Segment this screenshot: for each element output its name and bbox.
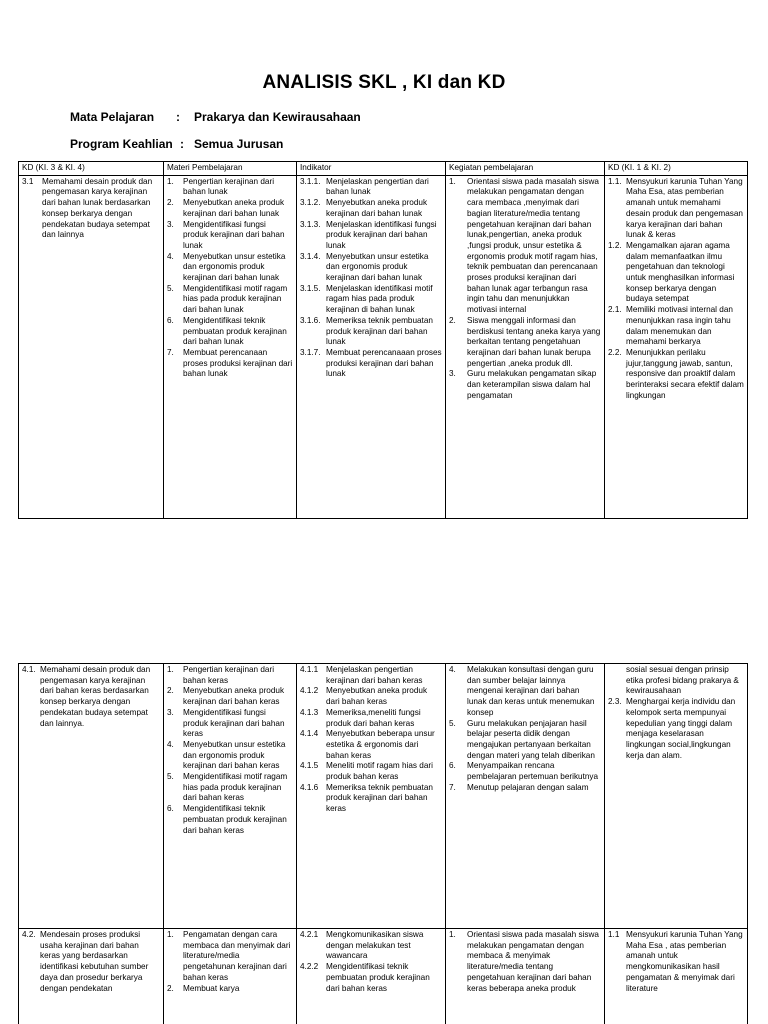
meta-subject-label: Mata Pelajaran <box>70 110 155 124</box>
indikator-item: 3.1.2. Menyebutkan aneka produk kerajinan dari bahan lunak <box>300 198 428 218</box>
indikator-item: 3.1.1. Menjelaskan pengertian dari bahan lunak <box>300 176 429 197</box>
materi-item: 6. Mengidentifikasi teknik pembuatan produk kerajinan dari bahan lunak <box>167 315 287 347</box>
meta-subject-value: Prakarya dan Kewirausahaan <box>194 110 361 124</box>
materi-item: 6. Mengidentifikasi teknik pembuatan produk kerajinan dari bahan keras <box>167 804 287 835</box>
indikator-item: 4.1.1 Menjelaskan pengertian kerajinan dari bahan keras <box>300 665 423 685</box>
indikator-item: 4.2.2 Mengidentifikasi teknik pembuatan produk kerajinan dari bahan keras <box>300 962 430 993</box>
indikator-cell <box>297 929 446 1024</box>
kegiatan-item: 1. Orientasi siswa pada masalah siswa melakukan pengamatan dengan membaca & menyimak literature/media tentang pengetahuan kerajinan dari bahan keras beberapa aneka produk <box>449 930 599 993</box>
materi-item: 4. Menyebutkan unsur estetika dan ergonomis produk kerajinan dari bahan keras <box>167 739 286 771</box>
indikator-item: 4.2.1 Mengkomunikasikan siswa dengan melakukan test wawancara <box>300 930 424 961</box>
kegiatan-item: 5. Guru melakukan penjajaran hasil belajar peserta didik dengan mengajukan pertanyaan berkaitan dengan materi yang telah diberikan <box>449 718 595 760</box>
indikator-item: 3.1.5. Menjelaskan identifikasi motif ragam hias pada produk kerajinan di bahan lunak <box>300 283 433 315</box>
indikator-item: 3.1.6. Memeriksa teknik pembuatan produk kerajinan dari bahan lunak <box>300 315 433 347</box>
indikator-item: 4.1.5 Meneliti motif ragam hias dari produk bahan keras <box>300 761 433 782</box>
materi-item: 1. Pengertian kerajinan dari bahan keras <box>167 665 275 685</box>
document-title: ANALISIS SKL , KI dan KD <box>262 72 506 93</box>
kd12-item: 1.2. Mengamalkan ajaran agama dalam memanfaatkan ilmu pengetahuan dan teknologi untuk menghasilkan informasi konsep berkarya dengan budaya setempat <box>608 240 735 304</box>
header-kegiatan: Kegiatan pembelajaran <box>446 162 605 176</box>
meta-program-label: Program Keahlian <box>70 137 173 151</box>
indikator-item: 4.1.2 Menyebutkan aneka produk dari bahan keras <box>300 686 428 707</box>
header-materi: Materi Pembelajaran <box>164 162 297 176</box>
materi-item: 1. Pengertian kerajinan dari bahan lunak <box>167 176 275 197</box>
indikator-item: 4.1.3 Memeriksa,meneliti fungsi produk dari bahan keras <box>300 707 421 728</box>
kegiatan-cell <box>446 929 605 1024</box>
kegiatan-item: 7. Menutup pelajaran dengan salam <box>449 782 589 792</box>
kd12-continuation: sosial sesuai dengan prinsip etika profesi bidang prakarya & kewirausahaan <box>626 665 739 696</box>
materi-item: 3. Mengidentifikasi fungsi produk kerajinan dari bahan lunak <box>167 219 285 250</box>
kd-item: 4.1. Memahami desain produk dan pengemasan karya kerajinan dari bahan keras berdasarkan konsep berkarya dengan pendekatan budaya setempat dan lainnya. <box>22 665 151 728</box>
table-row <box>19 664 748 929</box>
indikator-cell <box>297 664 446 929</box>
materi-item: 2. Menyebutkan aneka produk kerajinan dari bahan lunak <box>167 198 285 218</box>
kegiatan-item: 3. Guru melakukan pengamatan sikap dan keterampilan siswa dalam hal pengamatan <box>449 369 597 400</box>
kegiatan-item: 6. Menyampaikan rencana pembelajaran pertemuan berikutnya <box>449 761 599 782</box>
kegiatan-item: 1. Orientasi siswa pada masalah siswa melakukan pengamatan dengan cara membaca ,menyimak dari bagian literature/media tentang pengetahuan kerajinan dari bahan lunak,pengertian, aneka produk ,fungsi produk, unsur estetika & ergonomis produk motif ragam hias, teknik pembuatan dan perencanaan proses produksi kerajinan dari bahan lunak agar terbangun rasa ingin tahu dan menunjukkan motivasi internal <box>449 176 599 315</box>
header-kd-ki34: KD (KI. 3 & KI. 4) <box>19 162 164 176</box>
kd12-item: 1.1 Mensyukuri karunia Tuhan Yang Maha Esa , atas pemberian amanah untuk mengkomunikasikan hasil pengamatan & menyimak dari literature <box>608 930 743 993</box>
materi-item: 1. Pengamatan dengan cara membaca dan menyimak dari literature/media pengetahunan kerajinan dari bahan keras <box>167 930 291 982</box>
kd-cell <box>19 929 164 1024</box>
materi-item: 4. Menyebutkan unsur estetika dan ergonomis produk kerajinan dari bahan lunak <box>167 251 286 283</box>
indikator-item: 4.1.4 Menyebutkan beberapa unsur estetika & ergonomis dari bahan keras <box>300 729 435 760</box>
kd12-item: 2.3. Menghargai kerja individu dan kelompok serta mempunyai kepedulian yang tinggi dalam menjaga keselarasan lingkungan social,lingkungan kerja dan alam. <box>608 697 736 760</box>
meta-program-colon: : <box>180 137 184 151</box>
meta-subject-colon: : <box>176 110 180 124</box>
materi-item: 5. Mengidentifikasi motif ragam hias pada produk kerajinan dari bahan lunak <box>167 283 288 315</box>
indikator-item: 3.1.7. Membuat perencanaaan proses produksi kerajinan dari bahan lunak <box>300 347 442 379</box>
analysis-table-2 <box>18 663 748 1024</box>
kd-item: 4.2. Mendesain proses produksi usaha kerajinan dari bahan keras yang berdasarkan identifikasi kebutuhan sumber daya dan prosedur berkarya dengan pendekatan <box>22 930 149 993</box>
table-row <box>19 929 748 1024</box>
header-indikator: Indikator <box>297 162 446 176</box>
kd12-item: 2.1. Memiliki motivasi internal dan menunjukkan rasa ingin tahu dalam menemukan dan memahami berkarya <box>608 305 733 347</box>
kd12-item: 2.2. Menunjukkan perilaku jujur,tanggung jawab, santun, responsive dan proaktif dalam berinteraksi secara efektif dalam lingkungan <box>608 347 744 400</box>
materi-item: 5. Mengidentifikasi motif ragam hias pada produk kerajinan dari bahan keras <box>167 772 288 803</box>
kd12-cell <box>605 664 748 929</box>
materi-item: 3. Mengidentifikasi fungsi produk kerajinan dari bahan keras <box>167 707 285 739</box>
kegiatan-item: 2. Siswa menggali informasi dan berdiskusi tentang aneka karya yang berkaitan tentang pengetahuan kerajinan dari bahan lunak berupa pengertian ,aneka produk dll. <box>449 315 601 368</box>
indikator-item: 4.1.6 Memeriksa teknik pembuatan produk kerajinan dari bahan keras <box>300 782 433 814</box>
kegiatan-cell <box>446 664 605 929</box>
kegiatan-item: 4. Melakukan konsultasi dengan guru dan sumber belajar lainnya mengenai kerajinan dari bahan lunak dan keras untuk menemukan konsep <box>449 665 595 717</box>
kd12-item: 1.1. Mensyukuri karunia Tuhan Yang Maha Esa, atas pemberian amanah untuk memahami desain produk dan pengemasan karya kerajinan dari bahan lunak & keras <box>608 176 743 240</box>
materi-item: 2. Menyebutkan aneka produk kerajinan dari bahan keras <box>167 686 285 707</box>
indikator-item: 3.1.4. Menyebutkan unsur estetika dan ergonomis produk kerajinan dari bahan lunak <box>300 251 429 283</box>
materi-item: 2. Membuat karya <box>167 983 240 993</box>
meta-program-value: Semua Jurusan <box>194 137 284 151</box>
materi-cell <box>164 929 297 1024</box>
kd12-cell <box>605 929 748 1024</box>
header-kd-ki12: KD (KI. 1 & KI. 2) <box>605 162 748 176</box>
indikator-item: 3.1.3. Menjelaskan identifikasi fungsi produk kerajinan dari bahan lunak <box>300 219 437 250</box>
kd-cell <box>19 664 164 929</box>
materi-item: 7. Membuat perencanaan proses produksi kerajinan dari bahan lunak <box>167 347 293 379</box>
materi-cell <box>164 664 297 929</box>
kd-item: 3.1 Memahami desain produk dan pengemasan karya kerajinan dari bahan lunak berdasarkan konsep berkarya dengan pendekatan budaya setempat dan lainnya <box>22 176 153 240</box>
